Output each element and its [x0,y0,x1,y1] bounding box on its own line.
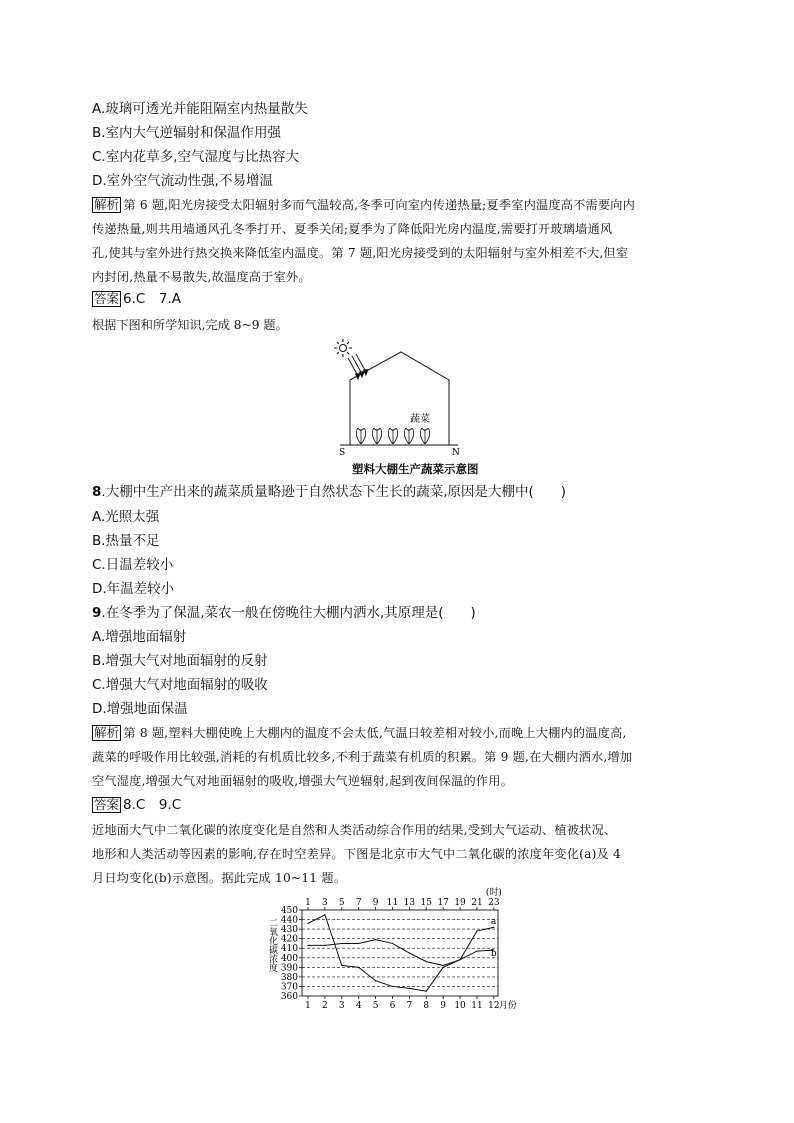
q9-option-a: A.增强地面辐射 [92,629,187,645]
analysis-6-7 [92,193,704,289]
data-point [307,945,308,946]
analysis-line: 第 6 题,阳光房接受太阳辐射多而气温较高,冬季可向室内传递热量;夏季室内温度高不需要向内 [123,198,636,212]
q8-option-d: D.年温差较小 [92,581,175,597]
analysis-8-9 [92,721,704,793]
data-point [341,943,342,944]
vegetable-plant-icon [372,428,381,444]
analysis-line: 孔,使其与室外进行热交换来降低室内温度。第 7 题,阳光房接受到的太阳辐射与室外相差不大,但室 [92,246,629,260]
top-tick-label: 17 [437,898,449,908]
vegetable-label: 蔬菜 [410,414,430,425]
question-number: 8 [92,484,102,500]
figure-caption: 塑料大棚生产蔬菜示意图 [352,462,479,476]
x-tick-label: 5 [372,1001,379,1011]
vegetable-plants [356,428,429,444]
x-tick-label: 8 [423,1001,430,1011]
x-tick-label: 6 [389,1001,396,1011]
question-stem: .在冬季为了保温,菜农一般在傍晚往大棚内洒水,其原理是( ) [101,605,476,621]
vegetable-plant-icon [388,428,397,444]
y-tick-label: 430 [280,925,298,936]
co2-concentration-chart [262,886,532,1012]
y-axis-label: 二氧化碳浓度 [267,918,277,972]
question-number: 9 [92,605,102,621]
q7-option-b: B.室内大气逆辐射和保温作用强 [92,125,282,141]
data-point [476,930,477,931]
data-point [409,988,410,989]
data-point [307,923,308,924]
vegetable-plant-icon [420,428,429,444]
y-tick-label: 390 [280,963,298,974]
intro-10-11 [92,818,704,890]
greenhouse-outline [350,352,449,445]
data-point [392,943,393,944]
answer-6-7 [92,290,181,308]
plot-frame [302,910,498,996]
top-tick-label: 19 [454,898,466,908]
y-tick-label: 400 [280,953,298,964]
y-tick-label: 380 [280,972,298,983]
south-label: S [339,448,346,456]
data-point [459,959,460,960]
y-tick-label: 360 [280,992,298,1002]
data-point [426,991,427,992]
top-tick-label: 11 [386,898,399,908]
x-tick-label: 4 [355,1001,362,1011]
x-tick-label: 3 [338,1001,345,1011]
series-line-a [308,915,494,991]
q7-option-a: A.玻璃可透光并能阻隔室内热量散失 [92,101,308,117]
analysis-tag: 解析 [94,725,120,740]
analysis-line: 内封闭,热量不易散失,故温度高于室外。 [92,270,311,284]
data-point [358,967,359,968]
x-tick-label: 1 [305,1001,311,1011]
y-tick-label: 440 [280,915,298,926]
q8-option-b: B.热量不足 [92,533,160,549]
series-line-b [308,940,494,966]
answer-text: 8.C 9.C [123,797,182,813]
data-point [375,939,376,940]
top-tick-label: 13 [403,898,416,908]
intro-line: 月日均变化(b)示意图。据此完成 10~11 题。 [92,871,347,885]
y-tick-label: 410 [280,944,298,955]
answer-tag: 答案 [94,797,120,812]
top-tick-label: 1 [305,898,311,908]
data-point [426,961,427,962]
analysis-line: 蔬菜的呼吸作用比较强,消耗的有机质比较多,不利于蔬菜有机质的积累。第 9 题,在大棚内洒水,增加 [92,750,633,764]
greenhouse-diagram [330,338,470,456]
answer-8-9 [92,796,181,814]
intro-line: 地形和人类活动等因素的影响,存在时空差异。下图是北京市大气中二氧化碳的浓度年变化(a)及 4 [92,847,621,861]
data-point [324,914,325,915]
top-tick-label: 3 [322,898,328,908]
q9-option-c: C.增强大气对地面辐射的吸收 [92,677,268,693]
q7-option-c: C.室内花草多,空气湿度与比热容大 [92,149,300,165]
top-tick-label: 5 [338,898,345,908]
q7-option-d: D.室外空气流动性强,不易增温 [92,173,273,189]
top-axis-label: (时) [485,888,502,898]
top-tick-label: 9 [372,898,379,908]
data-point [375,980,376,981]
y-tick-label: 370 [280,982,298,993]
analysis-line: 传递热量,则共用墙通风孔冬季打开、夏季关闭;夏季为了降低阳光房内温度,需要打开玻璃墙通风 [92,222,613,236]
q9-option-b: B.增强大气对地面辐射的反射 [92,653,268,669]
data-point [324,945,325,946]
top-tick-label: 23 [488,898,500,908]
q8-option-c: C.日温差较小 [92,557,174,573]
question-8 [92,483,566,501]
top-tick-label: 15 [420,898,433,908]
vegetable-plant-icon [356,428,365,444]
series-label: b [490,949,497,960]
analysis-line: 空气湿度,增强大气对地面辐射的吸收,增强大气逆辐射,起到夜间保温的作用。 [92,774,514,788]
intro-8-9: 根据下图和所学知识,完成 8~9 题。 [92,318,288,332]
q9-option-d: D.增强地面保温 [92,701,188,717]
x-tick-label: 7 [406,1001,413,1011]
top-tick-label: 7 [355,898,362,908]
x-tick-label: 2 [322,1001,328,1011]
x-tick-label: 10 [454,1001,466,1011]
y-tick-label: 420 [280,934,298,945]
data-point [443,965,444,966]
analysis-line: 第 8 题,塑料大棚使晚上大棚内的温度不会太低,气温日较差相对较小,而晚上大棚内的温度高, [123,726,627,740]
analysis-tag: 解析 [94,197,120,212]
bottom-axis-label: 月份 [498,1001,517,1011]
top-tick-label: 21 [471,898,483,908]
north-label: N [452,448,460,456]
series-label: a [490,917,497,928]
data-point [443,967,444,968]
data-point [392,986,393,987]
question-stem: .大棚中生产出来的蔬菜质量略逊于自然状态下生长的蔬菜,原因是大棚中( ) [101,484,567,500]
y-tick-label: 450 [280,906,298,916]
x-tick-label: 9 [440,1001,447,1011]
sun-icon [334,339,352,357]
data-point [358,943,359,944]
x-tick-label: 11 [471,1001,483,1011]
question-9 [92,604,476,622]
x-tick-label: 12 [488,1001,500,1011]
answer-tag: 答案 [94,291,120,306]
data-point [476,950,477,951]
q8-option-a: A.光照太强 [92,509,160,525]
data-point [409,952,410,953]
data-point [341,965,342,966]
vegetable-plant-icon [404,428,413,444]
intro-line: 近地面大气中二氧化碳的浓度变化是自然和人类活动综合作用的结果,受到大气运动、植被状况、 [92,823,617,837]
answer-text: 6.C 7.A [123,291,181,307]
